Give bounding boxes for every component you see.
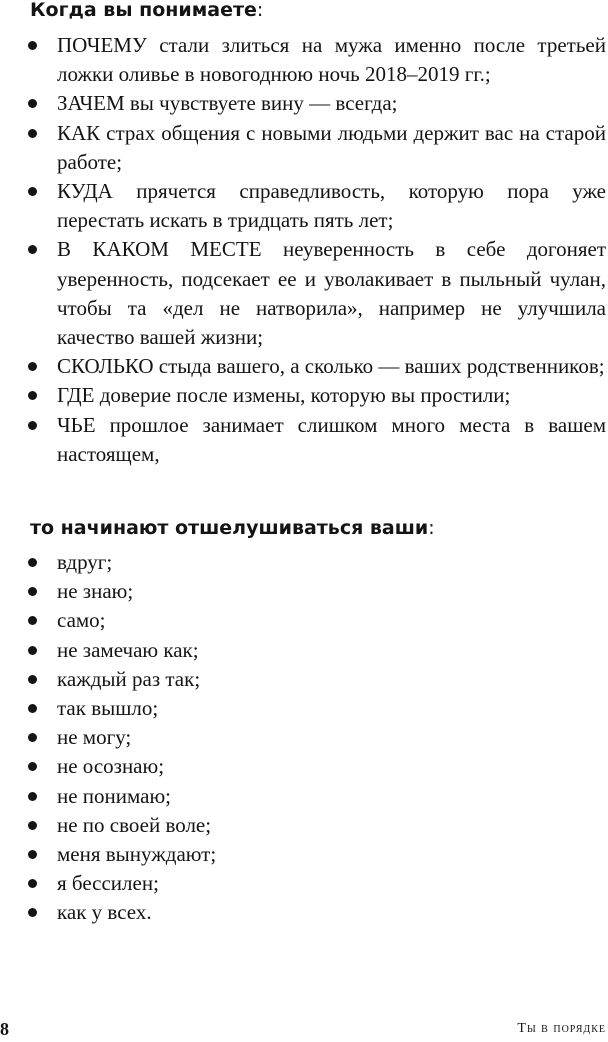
bullet-icon	[28, 704, 37, 713]
page-number: 8	[0, 1019, 9, 1039]
heading-colon: :	[256, 0, 264, 21]
list-item: не знаю;	[0, 577, 608, 606]
heading-text: то начинают отшелушиваться ваши	[30, 517, 429, 539]
list-item: ГДЕ доверие после измены, которую вы простили;	[0, 381, 608, 410]
bullet-icon	[28, 587, 37, 596]
section-heading-when-you-understand	[30, 0, 263, 24]
list-item: не замечаю как;	[0, 636, 608, 665]
heading-colon: :	[428, 517, 435, 539]
list-item: ЗАЧЕМ вы чувствуете вину — всегда;	[0, 89, 608, 118]
list-item: само;	[0, 606, 608, 635]
list-item: так вышло;	[0, 694, 608, 723]
excuses-list	[0, 548, 608, 928]
list-item: не осознаю;	[0, 752, 608, 781]
list-item: СКОЛЬКО стыда вашего, а сколько — ваших родственников;	[0, 352, 608, 381]
list-item: каждый раз так;	[0, 665, 608, 694]
bullet-icon	[28, 646, 37, 655]
bullet-icon	[28, 391, 37, 400]
list-item: как у всех.	[0, 898, 608, 927]
list-item: КУДА прячется справедливость, которую пора уже перестать искать в тридцать пять лет;	[0, 177, 608, 235]
bullet-icon	[28, 792, 37, 801]
list-item: КАК страх общения с новыми людьми держит вас на старой работе;	[0, 119, 608, 177]
bullet-icon	[28, 762, 37, 771]
heading-text: Когда вы понимаете	[30, 0, 257, 21]
bullet-icon	[28, 362, 37, 371]
list-item: не по своей воле;	[0, 811, 608, 840]
bullet-icon	[28, 99, 37, 108]
bullet-icon	[28, 675, 37, 684]
bullet-icon	[28, 187, 37, 196]
bullet-icon	[28, 616, 37, 625]
bullet-icon	[28, 733, 37, 742]
bullet-icon	[28, 558, 37, 567]
list-item: В КАКОМ МЕСТЕ неуверенность в себе догоняет уверенность, подсекает ее и уволакивает в пыльный чулан, чтобы та «дел не натворила», например не улучшила качество вашей жизни;	[0, 235, 608, 352]
list-item: не понимаю;	[0, 782, 608, 811]
list-item: ЧЬЕ прошлое занимает слишком много места в вашем настоящем,	[0, 411, 608, 469]
list-item: вдруг;	[0, 548, 608, 577]
list-item: я бессилен;	[0, 869, 608, 898]
bullet-icon	[28, 821, 37, 830]
bullet-icon	[28, 129, 37, 138]
list-item: не могу;	[0, 723, 608, 752]
bullet-icon	[28, 908, 37, 917]
bullet-icon	[28, 850, 37, 859]
bullet-icon	[28, 245, 37, 254]
questions-list	[0, 31, 608, 469]
section-heading-start-peeling	[30, 514, 435, 542]
list-item: меня вынуждают;	[0, 840, 608, 869]
running-title: Ты в порядке	[517, 1021, 606, 1036]
list-item: ПОЧЕМУ стали злиться на мужа именно после третьей ложки оливье в новогоднюю ночь 2018–2019 гг.;	[0, 31, 608, 89]
bullet-icon	[28, 421, 37, 430]
bullet-icon	[28, 41, 37, 50]
bullet-icon	[28, 879, 37, 888]
